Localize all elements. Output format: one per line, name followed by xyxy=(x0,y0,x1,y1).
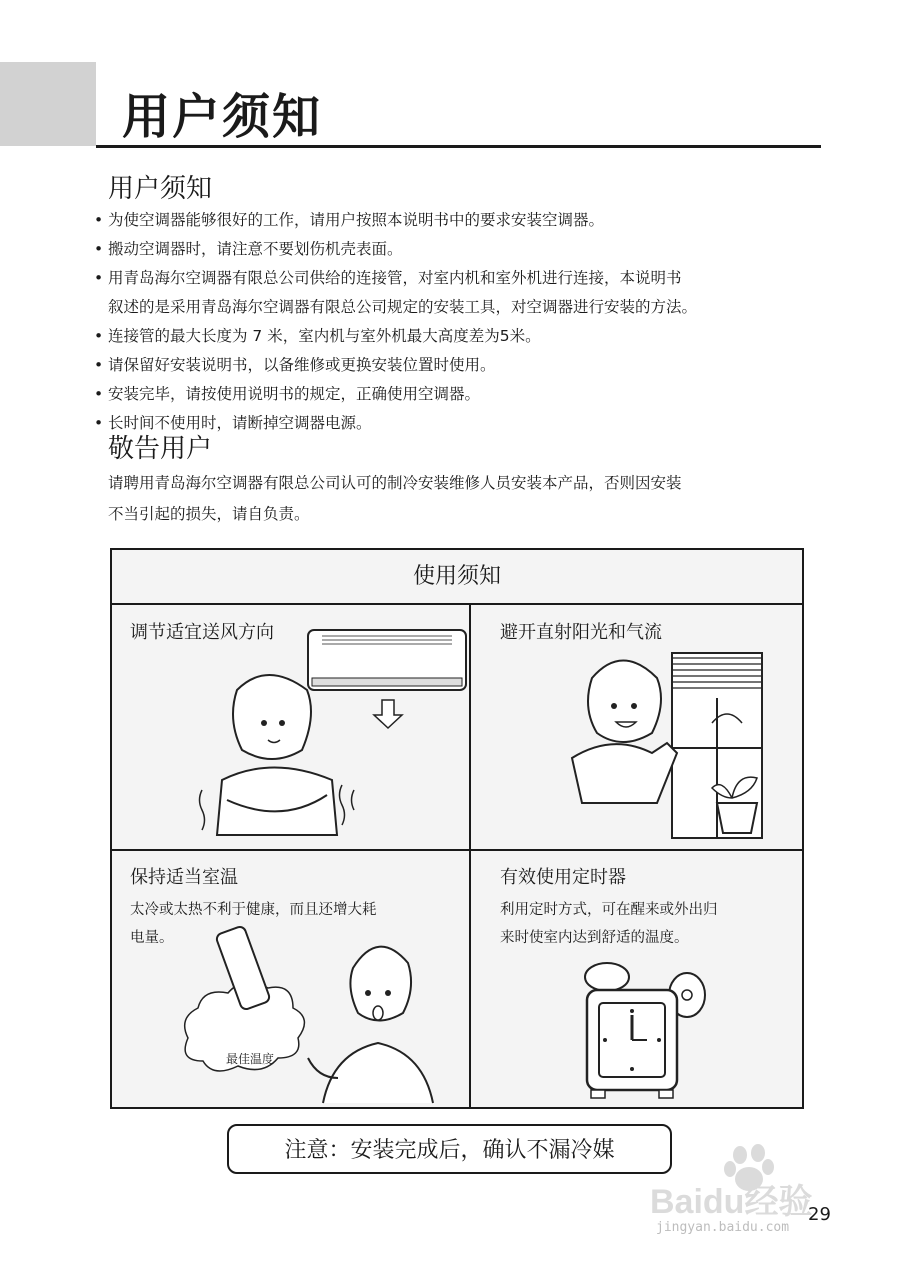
warning-text: 请聘用青岛海尔空调器有限总公司认可的制冷安装维修人员安装本产品，否则因安装 不当引起的损失，请自负责。 xyxy=(108,474,682,523)
watermark-url: jingyan.baidu.com xyxy=(656,1220,790,1235)
notice-heading: 用户须知 xyxy=(108,174,213,204)
page-title: 用户须知 xyxy=(122,89,323,145)
air-conditioner-illustration xyxy=(182,620,472,845)
section-tab-marker xyxy=(0,62,96,146)
list-item: • 请保留好安装说明书，以备维修或更换安装位置时使用。 xyxy=(94,356,496,374)
list-item: • 长时间不使用时，请断掉空调器电源。 xyxy=(94,414,372,432)
list-item: • 为使空调器能够很好的工作，请用户按照本说明书中的要求安装空调器。 xyxy=(94,211,605,229)
warning-heading: 敬告用户 xyxy=(108,434,213,464)
usage-notes-box xyxy=(110,548,804,1109)
cell-airflow-title: 调节适宜送风方向 xyxy=(130,622,274,643)
bubble-label: 最佳温度 xyxy=(225,1052,275,1066)
cell-timer-text: 利用定时方式，可在醒来或外出归 来时使室内达到舒适的温度。 xyxy=(500,902,718,946)
cell-divider-horizontal xyxy=(112,849,802,851)
list-item: • 搬动空调器时，请注意不要划伤机壳表面。 xyxy=(94,240,403,258)
list-item: • 安装完毕，请按使用说明书的规定，正确使用空调器。 xyxy=(94,385,481,403)
window-sunlight-illustration xyxy=(562,638,802,843)
cell-temperature-title: 保持适当室温 xyxy=(130,867,238,888)
cell-sunlight-title: 避开直射阳光和气流 xyxy=(500,622,662,643)
alarm-clock-icon xyxy=(577,955,717,1105)
remote-control-illustration xyxy=(178,918,458,1108)
usage-box-title: 使用须知 xyxy=(112,550,802,605)
refrigerant-check-note: 注意：安装完成后，确认不漏冷媒 xyxy=(227,1124,672,1174)
title-rule xyxy=(96,145,821,148)
cell-timer-title: 有效使用定时器 xyxy=(500,867,626,888)
watermark-logo-text: Baidu经验 xyxy=(650,1183,813,1221)
cell-temperature-text: 太冷或太热不利于健康，而且还增大耗 电量。 xyxy=(130,902,377,946)
notice-list xyxy=(92,206,822,438)
page-number: 29 xyxy=(808,1204,831,1225)
list-item: • 用青岛海尔空调器有限总公司供给的连接管，对室内机和室外机进行连接，本说明书 叙述的是采用青岛海尔空调器有限总公司规定的安装工具，对空调器进行安装的方法。 xyxy=(94,269,698,316)
list-item: • 连接管的最大长度为 7 米，室内机与室外机最大高度差为5米。 xyxy=(94,327,541,345)
